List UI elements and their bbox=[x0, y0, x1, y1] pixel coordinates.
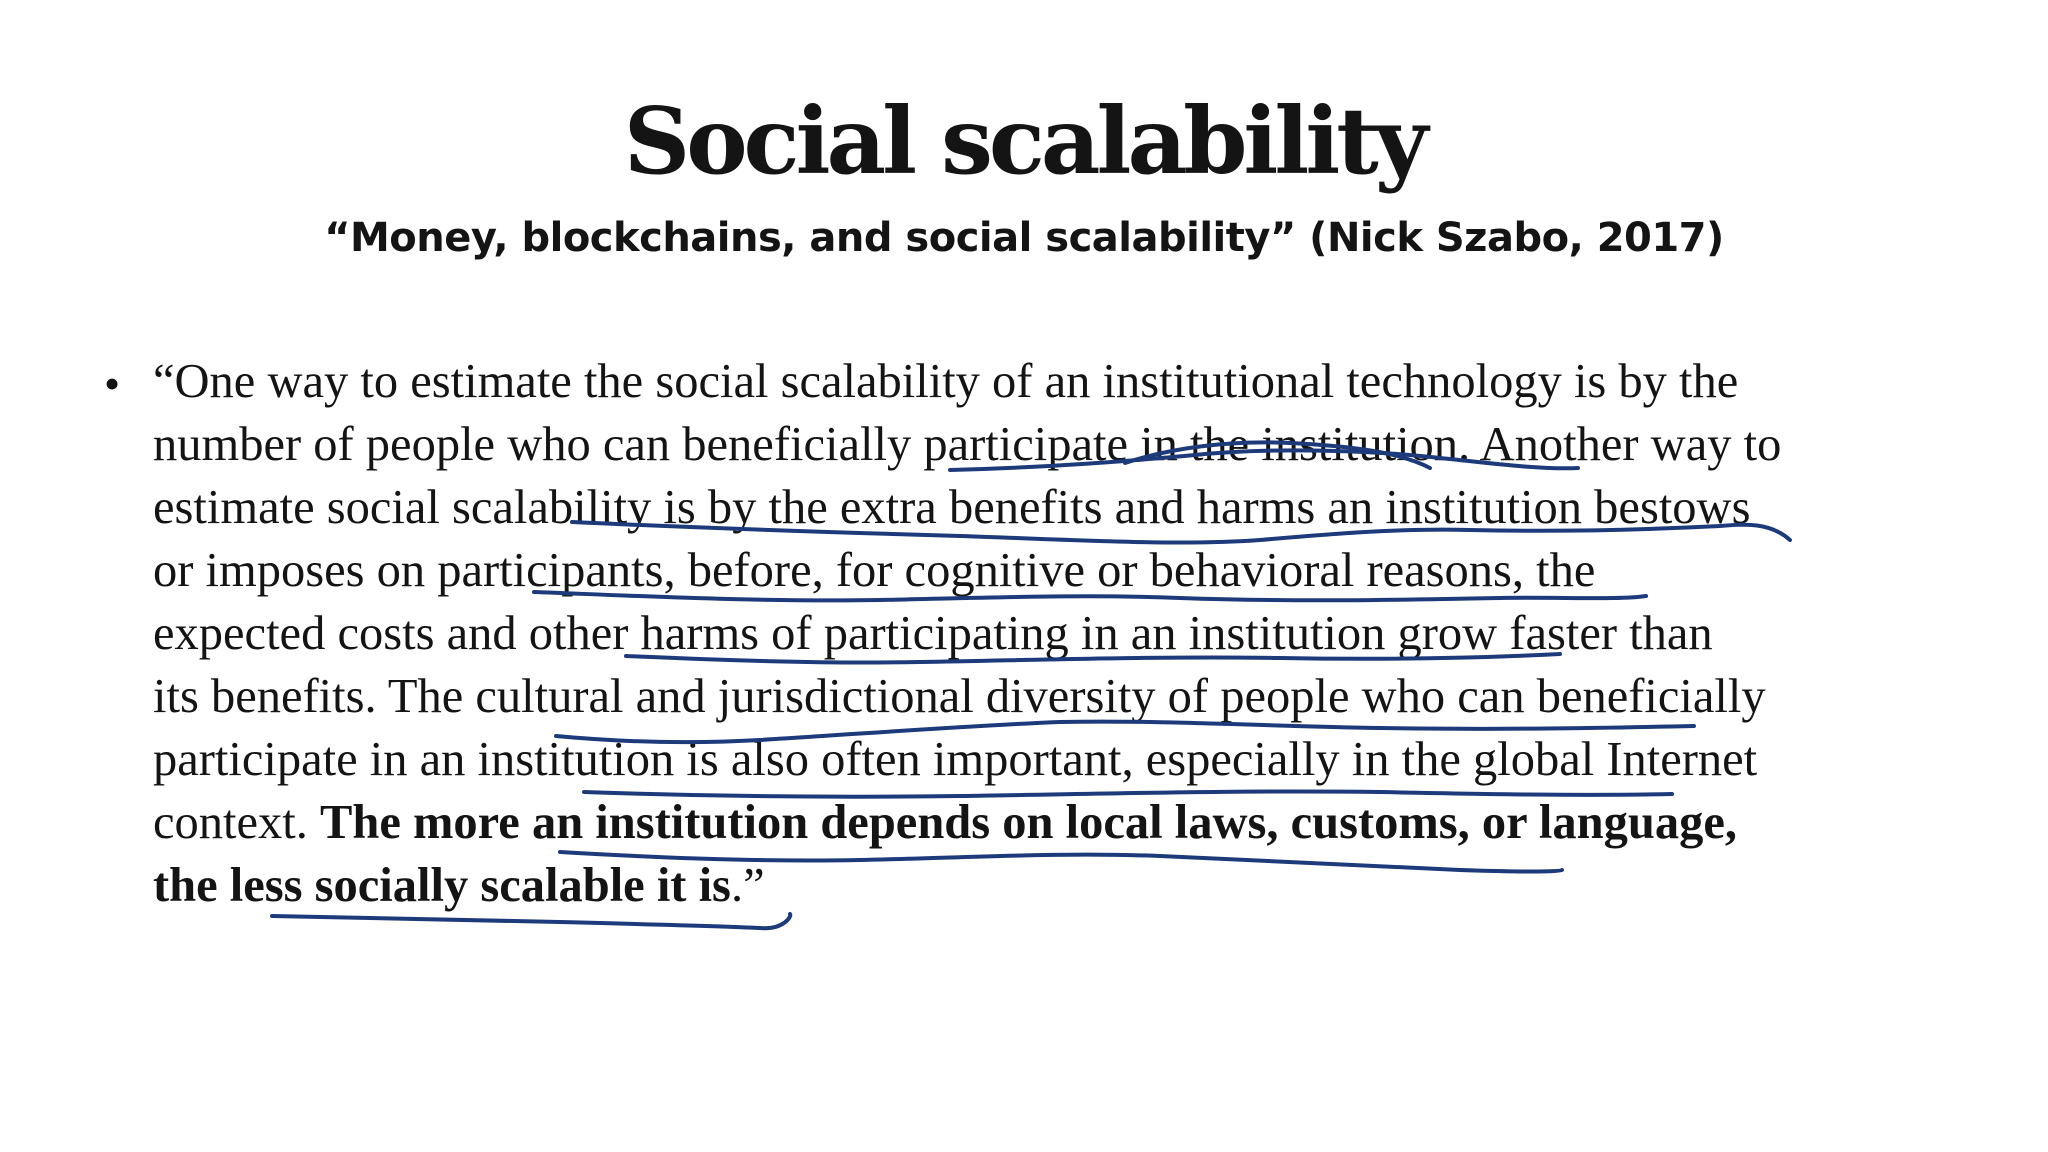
quote-line: its benefits. The cultural and jurisdictional diversity of people who can beneficially bbox=[153, 670, 1766, 723]
quote-line: number of people who can beneficially participate in the institution. Another way to bbox=[153, 418, 1782, 471]
quote-text: .” bbox=[730, 859, 765, 912]
quote-paragraph bbox=[153, 350, 1945, 917]
quote-text: context. bbox=[153, 796, 321, 849]
quote-line: expected costs and other harms of participating in an institution grow faster than bbox=[153, 607, 1713, 660]
quote-line bbox=[153, 791, 1945, 854]
slide-title: Social scalability bbox=[623, 87, 1425, 195]
quote-line: or imposes on participants, before, for cognitive or behavioral reasons, the bbox=[153, 544, 1596, 597]
quote-emphasis: the less socially scalable it is bbox=[153, 859, 731, 912]
quote-line bbox=[153, 854, 1945, 917]
quote-line: “One way to estimate the social scalability of an institutional technology is by the bbox=[153, 355, 1739, 408]
quote-emphasis: The more an institution depends on local laws, customs, or language, bbox=[320, 796, 1738, 849]
slide-subtitle: “Money, blockchains, and social scalability” (Nick Szabo, 2017) bbox=[324, 215, 1724, 261]
quote-line: estimate social scalability is by the extra benefits and harms an institution bestows bbox=[153, 481, 1751, 534]
quote-line: participate in an institution is also often important, especially in the global Internet bbox=[153, 733, 1758, 786]
bullet-icon: • bbox=[104, 358, 121, 409]
